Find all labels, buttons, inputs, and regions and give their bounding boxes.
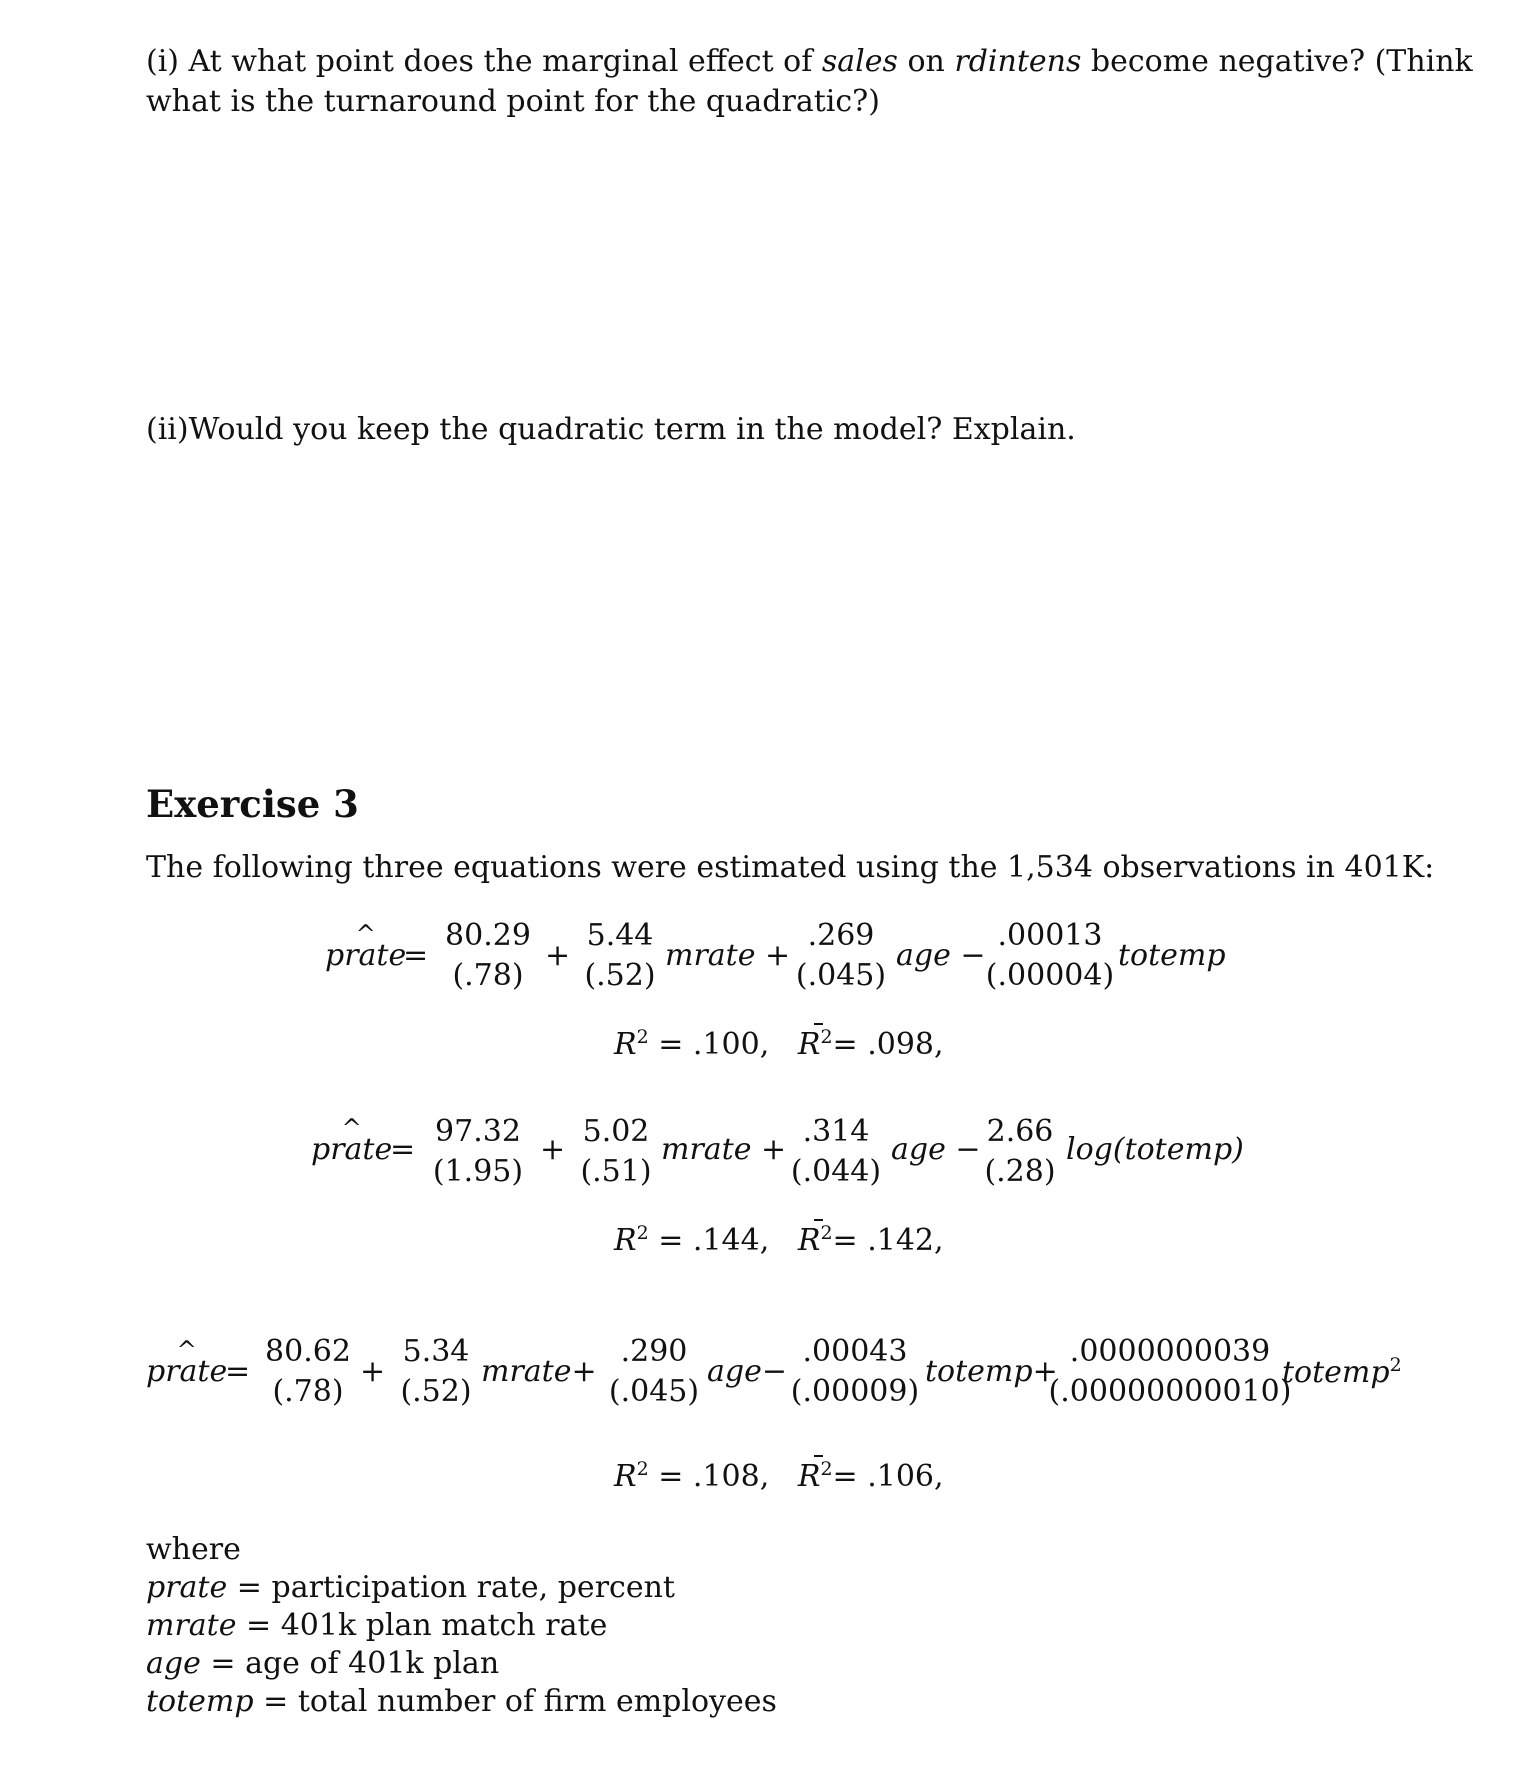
eq1-equals: = xyxy=(403,938,429,973)
eq3-plus: + xyxy=(360,1354,386,1389)
definition-prate: prate = participation rate, percent xyxy=(146,1570,675,1605)
eq1-lhs: ^ prate xyxy=(325,938,406,973)
question-ii: (ii)Would you keep the quadratic term in the model? Explain. xyxy=(146,412,1076,447)
exercise-intro: The following three equations were estimated using the 1,534 observations in 401K: xyxy=(146,850,1435,885)
eq2-const-se: (1.95) xyxy=(432,1154,524,1189)
eq2-mrate-var: mrate + xyxy=(661,1132,787,1167)
eq3-mrate-var: mrate+ xyxy=(481,1354,597,1389)
eq2-mrate-coef: 5.02 xyxy=(582,1114,650,1149)
eq1-plus: + xyxy=(545,938,571,973)
definition-totemp: totemp = total number of firm employees xyxy=(146,1684,777,1719)
eq1-const-coef: 80.29 xyxy=(445,918,531,953)
eq1-totemp-var: totemp xyxy=(1118,938,1226,973)
eq3-lhs: ^ prate xyxy=(146,1354,227,1389)
where-label: where xyxy=(146,1532,241,1567)
eq2-logtotemp-se: (.28) xyxy=(984,1154,1056,1189)
eq3-totemp2-var: totemp$^2$ xyxy=(1282,1354,1402,1390)
eq2-age-se: (.044) xyxy=(790,1154,882,1189)
eq3-fit: $R^2 = .108$, $R^2= .106$, xyxy=(614,1458,944,1494)
eq2-lhs: ^ prate xyxy=(311,1132,392,1167)
eq1-age-var: age − xyxy=(896,938,986,973)
eq2-equals: = xyxy=(390,1132,416,1167)
eq2-plus: + xyxy=(540,1132,566,1167)
eq2-mrate-se: (.51) xyxy=(580,1154,652,1189)
eq3-totemp-se: (.00009) xyxy=(790,1374,920,1409)
eq1-totemp-coef: .00013 xyxy=(997,918,1103,953)
exercise-title: Exercise 3 xyxy=(146,782,359,826)
eq3-equals: = xyxy=(225,1354,251,1389)
eq2-age-coef: .314 xyxy=(802,1114,870,1149)
eq3-totemp-var: totemp+ xyxy=(925,1354,1058,1389)
eq2-logtotemp-coef: 2.66 xyxy=(986,1114,1054,1149)
eq3-mrate-se: (.52) xyxy=(400,1374,472,1409)
eq1-age-se: (.045) xyxy=(795,958,887,993)
eq3-const-coef: 80.62 xyxy=(265,1334,351,1369)
eq3-age-se: (.045) xyxy=(608,1374,700,1409)
eq1-mrate-coef: 5.44 xyxy=(586,918,654,953)
eq1-mrate-var: mrate + xyxy=(665,938,791,973)
eq3-totemp2-coef: .0000000039 xyxy=(1069,1334,1271,1369)
eq2-fit: $R^2 = .144$, $R^2= .142$, xyxy=(614,1222,944,1258)
definition-age: age = age of 401k plan xyxy=(146,1646,500,1681)
eq2-age-var: age − xyxy=(891,1132,981,1167)
eq3-age-coef: .290 xyxy=(620,1334,688,1369)
definition-mrate: mrate = 401k plan match rate xyxy=(146,1608,608,1643)
eq3-const-se: (.78) xyxy=(272,1374,344,1409)
eq3-totemp2-se: (.00000000010) xyxy=(1048,1374,1292,1409)
eq1-const-se: (.78) xyxy=(452,958,524,993)
eq1-mrate-se: (.52) xyxy=(584,958,656,993)
eq3-mrate-coef: 5.34 xyxy=(402,1334,470,1369)
eq1-totemp-se: (.00004) xyxy=(985,958,1115,993)
eq3-totemp-coef: .00043 xyxy=(802,1334,908,1369)
question-i: (i) At what point does the marginal effect of sales on rdintens become negative? (Think xyxy=(146,44,1473,79)
eq2-logtotemp-var: log(totemp) xyxy=(1066,1132,1244,1167)
eq3-age-var: age− xyxy=(707,1354,787,1389)
eq2-const-coef: 97.32 xyxy=(435,1114,521,1149)
question-i-line2: what is the turnaround point for the quadratic?) xyxy=(146,84,880,119)
eq1-fit: $R^2 = .100$, $R^2= .098$, xyxy=(614,1026,944,1062)
eq1-age-coef: .269 xyxy=(807,918,875,953)
